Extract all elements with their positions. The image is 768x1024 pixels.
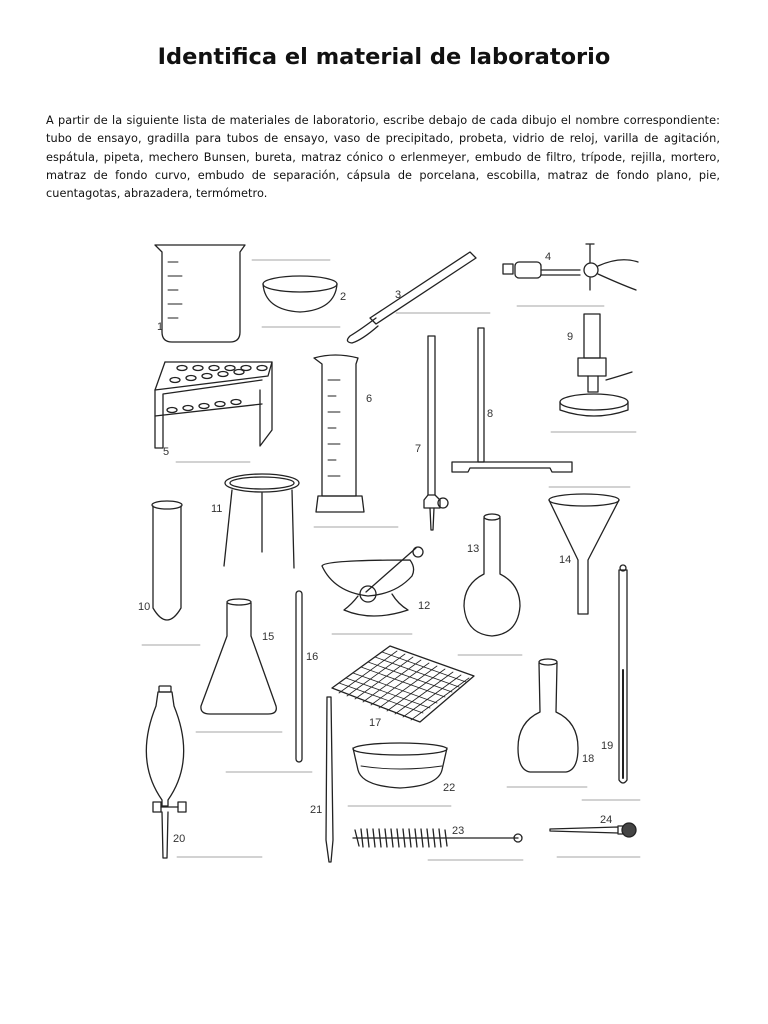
label-18: 18 (582, 753, 595, 765)
erlenmeyer-flask-drawing (201, 599, 276, 714)
pipette-drawing (326, 697, 333, 862)
clamp-drawing (503, 244, 638, 290)
burette-drawing (424, 336, 448, 530)
label-4: 4 (545, 251, 552, 263)
wire-gauze-drawing (332, 646, 474, 722)
label-10: 10 (138, 601, 151, 613)
spatula-drawing (347, 252, 476, 343)
label-3: 3 (395, 289, 402, 301)
page-title: Identifica el material de laboratorio (157, 44, 611, 70)
tripod-drawing (224, 474, 299, 568)
label-15: 15 (262, 631, 275, 643)
label-19: 19 (601, 740, 614, 752)
flat-bottom-flask-drawing (518, 659, 578, 772)
watch-glass-drawing (263, 276, 337, 312)
label-14: 14 (559, 554, 572, 566)
label-23: 23 (452, 825, 465, 837)
label-5: 5 (163, 446, 170, 458)
label-2: 2 (340, 291, 347, 303)
bunsen-burner-drawing (560, 314, 632, 416)
stand-drawing (452, 328, 572, 472)
label-12: 12 (418, 600, 431, 612)
label-21: 21 (310, 804, 323, 816)
label-20: 20 (173, 833, 186, 845)
test-tube-rack-drawing (155, 362, 272, 448)
label-16: 16 (306, 651, 319, 663)
label-1: 1 (157, 321, 164, 333)
stirring-rod-drawing (296, 591, 302, 762)
dropper-drawing (550, 823, 636, 837)
label-17: 17 (369, 717, 382, 729)
brush-drawing (353, 829, 522, 847)
graduated-cylinder-drawing (314, 355, 364, 512)
thermometer-drawing (619, 565, 627, 783)
label-22: 22 (443, 782, 456, 794)
label-8: 8 (487, 408, 494, 420)
test-tube-drawing (152, 501, 182, 620)
label-13: 13 (467, 543, 480, 555)
label-6: 6 (366, 393, 373, 405)
instructions-paragraph: A partir de la siguiente lista de materiales de laboratorio, escribe debajo de cada dibujo el nombre correspondiente: tubo de ensayo, gradilla para tubos de ensayo, vaso de precipitado, probeta, vidrio de reloj, varilla de agitación, espátula, pipeta, mechero Bunsen, bureta, matraz cónico o erlenmeyer, embudo de filtro, trípode, rejilla, mortero, matraz de fondo curvo, embudo de separación, cápsula de porcelana, escobilla, matraz de fondo plano, pie, cuentagotas, abrazadera, termómetro. (46, 114, 720, 201)
beaker-drawing (155, 245, 245, 342)
label-24: 24 (600, 814, 613, 826)
porcelain-capsule-drawing (353, 743, 447, 788)
label-11: 11 (211, 503, 223, 515)
label-7: 7 (415, 443, 422, 455)
mortar-drawing (322, 547, 423, 616)
round-bottom-flask-drawing (464, 514, 520, 636)
label-9: 9 (567, 331, 574, 343)
